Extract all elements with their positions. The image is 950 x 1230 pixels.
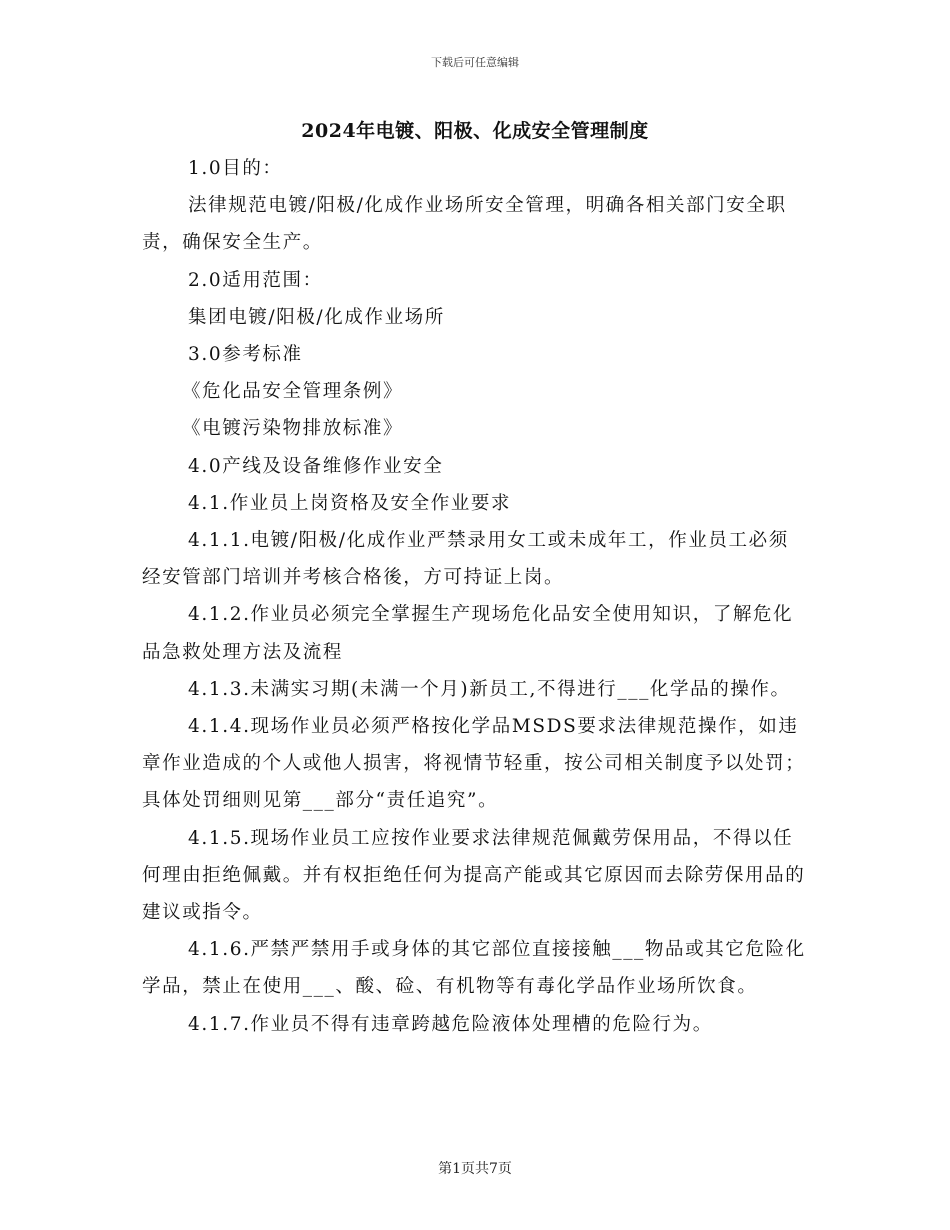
- paragraph-standard-1: 《危化品安全管理条例》: [182, 381, 404, 403]
- paragraph-purpose-text: 法律规范电镀/阳极/化成作业场所安全管理，明确各相关部门安全职责，确保安全生产。: [142, 195, 787, 254]
- document-body: [142, 150, 808, 1043]
- paragraph-4-1-1: 4.1.1.电镀/阳极/化成作业严禁录用女工或未成年工，作业员工必须经安管部门培训并考核合格後，方可持证上岗。: [142, 530, 789, 589]
- paragraph-4-1-2: 4.1.2.作业员必须完全掌握生产现场危化品安全使用知识，了解危化品急救处理方法及流程: [142, 604, 794, 663]
- page-number-footer: 第1页共7页: [438, 1161, 512, 1177]
- paragraph-scope-heading: 2.0适用范围：: [188, 269, 323, 291]
- paragraph-standards-heading: 3.0参考标准: [188, 344, 303, 366]
- paragraph-section-4-heading: 4.0产线及设备维修作业安全: [188, 455, 444, 477]
- paragraph-4-1-5: 4.1.5.现场作业员工应按作业要求法律规范佩戴劳保用品，不得以任何理由拒绝佩戴。并有权拒绝任何为提高产能或其它原因而去除劳保用品的建议或指令。: [142, 827, 806, 924]
- paragraph-4-1-6: 4.1.6.严禁严禁用手或身体的其它部位直接接触___物品或其它危险化学品，禁止在使用___、酸、硷、有机物等有毒化学品作业场所饮食。: [142, 939, 806, 998]
- paragraph-4-1-3: 4.1.3.未满实习期(未满一个月)新员工,不得进行___化学品的操作。: [188, 678, 791, 700]
- paragraph-section-4-1-heading: 4.1.作业员上岗资格及安全作业要求: [188, 492, 512, 514]
- paragraph-4-1-7: 4.1.7.作业员不得有违章跨越危险液体处理槽的危险行为。: [188, 1013, 713, 1035]
- header-note: 下载后可任意编辑: [431, 56, 519, 69]
- paragraph-scope-text: 集团电镀/阳极/化成作业场所: [188, 306, 445, 328]
- document-title: 2024年电镀、阳极、化成安全管理制度: [301, 120, 649, 142]
- paragraph-standard-2: 《电镀污染物排放标准》: [182, 418, 404, 440]
- paragraph-4-1-4: 4.1.4.现场作业员必须严格按化学品MSDS要求法律规范操作，如违章作业造成的个人或他人损害，将视情节轻重，按公司相关制度予以处罚；具体处罚细则见第___部分“责任追究”。: [142, 716, 806, 812]
- paragraph-purpose-heading: 1.0目的：: [188, 158, 283, 179]
